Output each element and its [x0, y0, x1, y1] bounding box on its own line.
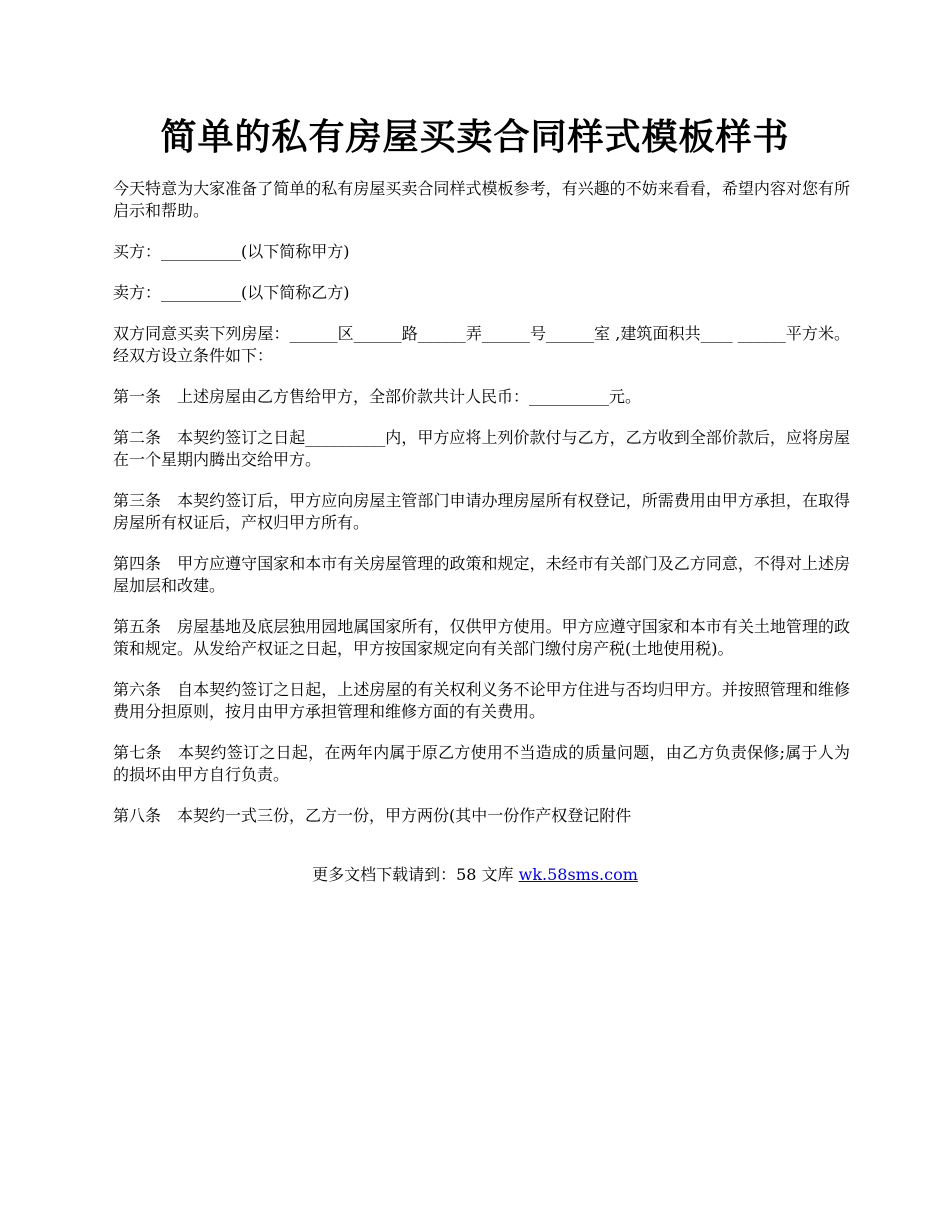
article-1: 第一条 上述房屋由乙方售给甲方，全部价款共计人民币：__________元。: [113, 387, 642, 406]
article-4: 第四条 甲方应遵守国家和本市有关房屋管理的政策和规定，未经市有关部门及乙方同意，不得对上述房屋加层和改建。: [113, 554, 850, 595]
seller-line: 卖方：__________(以下简称乙方): [113, 283, 350, 302]
article-5: 第五条 房屋基地及底层独用园地属国家所有，仅供甲方使用。甲方应遵守国家和本市有关土地管理的政策和规定。从发给产权证之日起，甲方按国家规定向有关部门缴付房产税(土地使用税)。: [113, 617, 850, 658]
article-7: 第七条 本契约签订之日起，在两年内属于原乙方使用不当造成的质量问题，由乙方负责保修;属于人为的损坏由甲方自行负责。: [113, 743, 850, 784]
property-paragraph: 双方同意买卖下列房屋：______区______路______弄______号______室 ,建筑面积共____ ______平方米。 经双方设立条件如下：: [113, 324, 850, 365]
article-8: 第八条 本契约一式三份，乙方一份，甲方两份(其中一份作产权登记附件: [113, 806, 632, 825]
article-3: 第三条 本契约签订后，甲方应向房屋主管部门申请办理房屋所有权登记，所需费用由甲方承担，在取得房屋所有权证后，产权归甲方所有。: [113, 491, 850, 532]
article-6: 第六条 自本契约签订之日起，上述房屋的有关权利义务不论甲方住进与否均归甲方。并按照管理和维修费用分担原则，按月由甲方承担管理和维修方面的有关费用。: [113, 680, 850, 721]
document-title: 简单的私有房屋买卖合同样式模板样书: [160, 116, 790, 158]
footer-link[interactable]: wk.58sms.com: [518, 865, 638, 884]
document-body: [113, 178, 850, 846]
intro-paragraph: 今天特意为大家准备了简单的私有房屋买卖合同样式模板参考，有兴趣的不妨来看看，希望内容对您有所启示和帮助。: [113, 179, 850, 220]
article-2: 第二条 本契约签订之日起__________内，甲方应将上列价款付与乙方，乙方收到全部价款后，应将房屋在一个星期内腾出交给甲方。: [113, 428, 850, 469]
buyer-line: 买方：__________(以下简称甲方): [113, 242, 350, 261]
download-footer: [0, 864, 950, 886]
footer-prefix: 更多文档下载请到：58 文库: [312, 865, 519, 884]
